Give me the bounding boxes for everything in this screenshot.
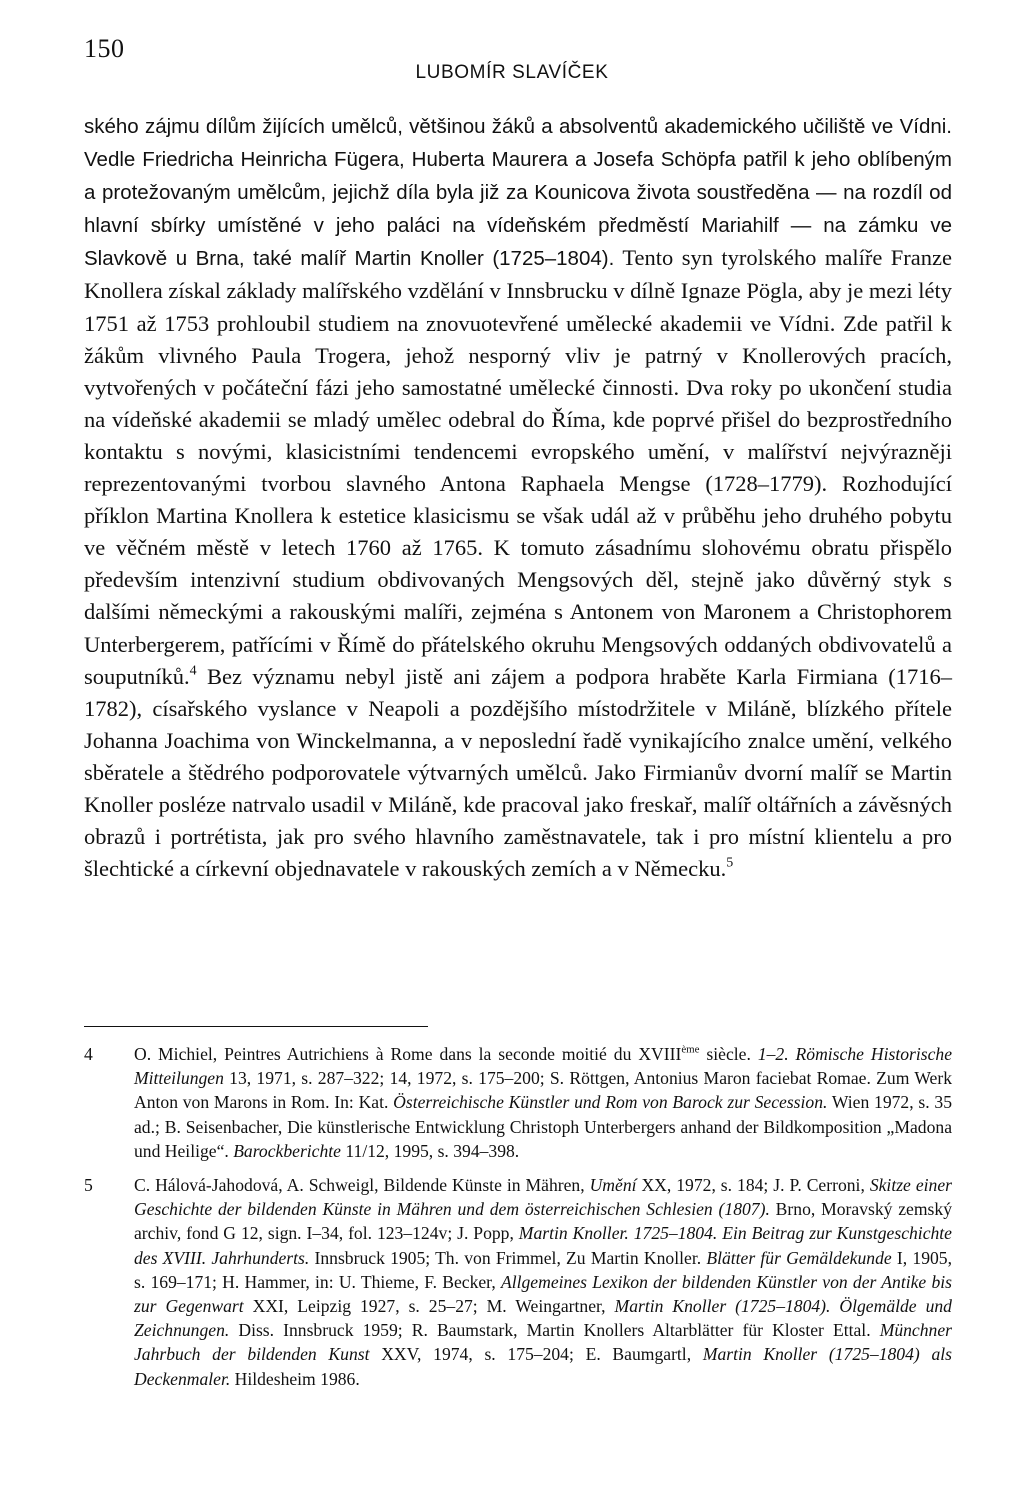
running-head: LUBOMÍR SLAVÍČEK [415, 62, 609, 83]
footnotes [84, 1042, 952, 1401]
footnote-segment: Brno, Moravský zemský archiv, fond G 12, sign. I–34, fol. 123–124v; J. Popp, [134, 1199, 952, 1244]
footnote-segment: XXV, 1974, s. 175–204; E. Baumgartl, [369, 1344, 703, 1365]
footnote-segment: Wien 1972, s. 35 ad.; B. Seisenbacher, Die künstlerische Entwicklung Christoph Unterbergers anhand der Bildkomposition „Madona und Heilige“. [134, 1092, 952, 1161]
footnote-segment: Hildesheim 1986. [230, 1368, 360, 1389]
footnote-segment: XXI, Leipzig 1927, s. 25–27; M. Weingartner, [243, 1296, 615, 1317]
footnote-italic-segment: Münchner Jahrbuch der bildenden Kunst [134, 1320, 952, 1365]
footnote-segment: Innsbruck 1905; Th. von Frimmel, Zu Martin Knoller. [309, 1247, 707, 1268]
text-segment: Bez významu nebyl jistě ani zájem a podpora hraběte Karla Firmiana (1716–1782), císařského vyslance v Neapoli a pozdějšího místodržitele v Miláně, blízkého přítele Johanna Joachima von Winckelmanna, a v neposlední řadě vynikajícího znalce umění, velkého sběratele a štědrého podporovatele výtvarných umělců. Jako Firmianův dvorní malíř se Martin Knoller posléze natrvalo usadil v Miláně, kde pracoval jako freskař, malíř oltářních a závěsných obrazů i portrétista, jak pro svého hlavního zaměstnavatele, tak i pro místní klientelu a pro šlechtické a církevní objednavatele v rakouských zemích a v Německu. [84, 663, 952, 882]
footnote-text [134, 1044, 952, 1161]
main-text [84, 110, 952, 885]
paragraph [84, 110, 952, 885]
page-number: 150 [84, 34, 125, 63]
footnote-italic-segment: Martin Knoller (1725–1804) als Deckenmaler. [134, 1344, 952, 1389]
text-segment: ského zájmu dílům žijících umělců, většinou žáků a absolventů akademického učiliště ve Vídni. [84, 115, 952, 138]
footnote [84, 1042, 952, 1163]
footnote-segment: ème [681, 1043, 700, 1056]
footnote [84, 1173, 952, 1391]
footnote-segment: I, 1905, s. 169–171; H. Hammer, in: U. Thieme, F. Becker, [134, 1247, 952, 1292]
footnote-text [134, 1175, 952, 1389]
footnote-italic-segment: Barockberichte [233, 1140, 341, 1161]
footnote-segment: C. Hálová-Jahodová, A. Schweigl, Bildende Künste in Mähren, [134, 1175, 590, 1196]
footnote-number: 4 [84, 1044, 93, 1064]
footnote-italic-segment: 1–2. Römische Historische Mitteilungen [134, 1044, 952, 1089]
footnote-divider [84, 1026, 428, 1027]
footnote-segment: O. Michiel, Peintres Autrichiens à Rome dans la seconde moitié du XVIII [134, 1044, 682, 1064]
footnote-segment: 11/12, 1995, s. 394–398. [340, 1140, 520, 1161]
footnote-italic-segment: Skitze einer Geschichte der bildenden Künste in Mähren und dem österreichischen Schlesien (1807). [134, 1175, 952, 1220]
footnote-italic-segment: Österreichische Künstler und Rom von Barock zur Secession. [393, 1092, 828, 1113]
footnote-italic-segment: Allgemeines Lexikon der bildenden Künstler von der Antike bis zur Gegenwart [134, 1271, 953, 1317]
footnote-segment: XX, 1972, s. 184; J. P. Cerroni, [636, 1175, 870, 1196]
footnote-segment: siècle. [699, 1044, 758, 1064]
footnote-ref[interactable]: 5 [726, 855, 734, 871]
footnote-italic-segment: Martin Knoller. 1725–1804. Ein Beitrag zur Kunstgeschichte des XVIII. Jahrhunderts. [134, 1223, 952, 1268]
text-segment: Tento syn tyrolského malíře Franze Knollera získal základy malířského vzdělání v Innsbrucku v dílně Ignaze Pögla, aby je mezi léty 1751 až 1753 prohloubil studiem na znovuotevřené umělecké akademii ve Vídni. Zde patřil k žákům vlivného Paula Trogera, jehož nesporný vliv je patrný v Knollerových pracích, vytvořených v počáteční fázi jeho samostatné umělecké činnosti. Dva roky po ukončení studia na vídeňské akademii se mladý umělec odebral do Říma, kde poprvé přišel do bezprostředního kontaktu s novými, klasicistními tendencemi evropského umění, v malířství nejvýrazněji reprezentovanými tvorbou slavného Antona Raphaela Mengse (1728–1779). Rozhodující příklon Martina Knollera k estetice klasicismu se však udál až v průběhu jeho druhého pobytu ve věčném městě v letech 1760 až 1765. K tomuto zásadnímu slohovému obratu přispělo především intenzivní studium obdivovaných Mengsových děl, stejně jako důvěrný styk s dalšími německými a rakouskými malíři, zejména s Antonem von Maronem a Christophorem Unterbergerem, patřícími v Římě do přátelského okruhu Mengsových oddaných obdivovatelů a souputníků. [84, 245, 953, 689]
footnote-italic-segment: Blätter für Gemäldekunde [706, 1247, 892, 1268]
footnote-segment: Diss. Innsbruck 1959; R. Baumstark, Martin Knollers Altarblätter für Kloster Ettal. [229, 1320, 880, 1341]
footnote-ref[interactable]: 4 [189, 662, 197, 678]
footnote-italic-segment: Martin Knoller (1725–1804). Ölgemälde und Zeichnungen. [134, 1296, 952, 1341]
text-segment: Vedle Friedricha Heinricha Fügera, Huberta Maurera a Josefa Schöpfa patřil k jeho oblíbeným a protežovaným umělcům, jejichž díla byla již za Kounicova života soustředěna — na rozdíl od hlavní sbírky umístěné v jeho paláci na vídeňském předměstí Mariahilf — na zámku ve Slavkově u Brna, také malíř Martin Knoller (1725–1804). [84, 148, 952, 271]
footnote-number: 5 [84, 1175, 93, 1196]
footnote-segment: 13, 1971, s. 287–322; 14, 1972, s. 175–200; S. Röttgen, Antonius Maron faciebat Romae. Zum Werk Anton von Marons in Rom. In: Kat. [134, 1068, 952, 1113]
footnote-italic-segment: Umění [589, 1175, 637, 1196]
